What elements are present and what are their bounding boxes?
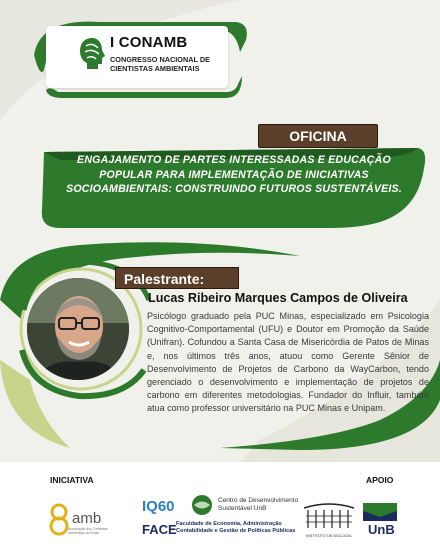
face-logo-caption: Faculdade de Economia, Administração Contabilidade e Gestão de Políticas Públicas — [176, 521, 296, 534]
header-title: I CONAMB — [110, 34, 188, 51]
amb-logo-text: amb — [72, 510, 102, 527]
amb-logo-icon — [48, 502, 70, 536]
iniciativa-label: INICIATIVA — [50, 475, 94, 485]
apoio-label: APOIO — [366, 475, 394, 485]
instituto-biologia-icon — [302, 500, 356, 532]
speaker-photo — [27, 278, 129, 380]
speaker-portrait-image — [27, 278, 129, 380]
session-title: ENGAJAMENTO DE PARTES INTERESSADAS E EDUCAÇÃO POPULAR PARA IMPLEMENTAÇÃO DE INICIATIVAS SOCIOAMBIENTAIS: CONSTRUINDO FUTUROS SUSTENTÁVEIS. — [66, 154, 402, 195]
face-logo: FACE — [142, 522, 177, 537]
amb-logo-caption: Associação dos Cientistas Ambientais do Brasil — [68, 527, 108, 535]
iq60-logo: IQ60 — [142, 498, 175, 515]
speaker-name: Lucas Ribeiro Marques Campos de Oliveira — [148, 291, 408, 305]
instituto-biologia-text: INSTITUTO DE BIOLOGIA — [306, 534, 352, 538]
session-type-badge: OFICINA — [258, 124, 378, 148]
conamb-leaf-head-icon — [78, 36, 106, 70]
unb-flag-icon — [363, 503, 397, 521]
speaker-bio: Psicólogo graduado pela PUC Minas, especializado em Psicologia Cognitivo-Comportamental (UFU) e Doutor em Promoção da Saúde (Unifran). Cofundou a Santa Casa de Misericórdia de Patos de Minas e, nos últimos três anos, atuou como Gerente Sênior de Desenvolvimento de Projetos de Carbono da WayCarbon, tendo gerenciado o desenvolvimento e implementação de projetos de carbono em diferentes metodologias. Fundador do Influir, também atua como professor universitário na PUC Minas e Unipam. — [147, 311, 429, 414]
cds-logo-text: Centro de Desenvolvimento Sustentável UnB — [218, 497, 299, 512]
header-subtitle: CONGRESSO NACIONAL DE CIENTISTAS AMBIENTAIS — [110, 55, 211, 73]
speaker-label: Palestrante: — [115, 267, 239, 289]
unb-logo-text: UnB — [368, 522, 395, 537]
cds-globe-icon — [191, 494, 213, 516]
